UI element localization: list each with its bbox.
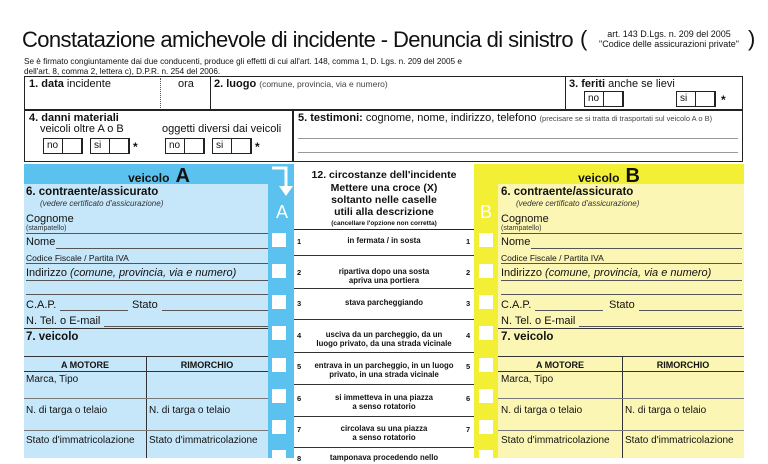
b-stampatello-hint: (stampatello) <box>501 225 542 232</box>
b-codice-label: Codice Fiscale / Partita IVA <box>501 253 604 263</box>
num-b-7: 7 <box>466 425 471 434</box>
b-contraente-label: 6. contraente/assicurato <box>501 186 634 198</box>
veicoli-label: veicoli oltre A o B <box>40 123 124 135</box>
divider <box>294 447 474 448</box>
data-suffix: incidente <box>66 78 111 90</box>
num-b-5: 5 <box>466 362 471 371</box>
checkbox-square[interactable] <box>603 91 623 107</box>
b-checkbox-2[interactable] <box>479 264 493 278</box>
num-a-3: 3 <box>297 299 302 308</box>
vehicle-a-strip <box>268 184 294 458</box>
data-field[interactable] <box>29 78 111 90</box>
num-b-3: 3 <box>466 299 471 308</box>
a-codice-label: Codice Fiscale / Partita IVA <box>26 253 129 263</box>
divider <box>294 229 474 230</box>
si-label: si <box>94 140 102 151</box>
vehicle-b-strip <box>474 184 498 458</box>
form-title: Constatazione amichevole di incidente - Denuncia di sinistro <box>22 27 573 52</box>
close-paren: ) <box>748 26 756 51</box>
a-stato-line[interactable] <box>162 310 268 311</box>
b-checkbox-7[interactable] <box>479 420 493 434</box>
b-rimorchio-header: RIMORCHIO <box>656 360 710 370</box>
b-cognome-line[interactable] <box>501 233 742 234</box>
divider <box>622 356 623 458</box>
divider <box>498 398 744 399</box>
b-indirizzo-field <box>501 267 711 279</box>
cancel-hint: (cancellare l'opzione non corretta) <box>331 220 437 227</box>
intro-line-1: Se è firmato congiuntamente dai due conducenti, produce gli effetti di cui all'art. 148, comma 1, D. Lgs. n. 209 del 2005 e <box>24 57 462 66</box>
veicoli-si-checkbox[interactable] <box>90 138 130 154</box>
open-paren: ( <box>580 26 588 51</box>
feriti-suffix: anche se lievi <box>608 78 675 90</box>
divider <box>294 384 474 385</box>
testimoni-field[interactable] <box>298 112 712 124</box>
num-b-6: 6 <box>466 394 471 403</box>
si-label: si <box>680 93 688 104</box>
b-checkbox-8[interactable] <box>479 450 493 464</box>
luogo-field[interactable] <box>214 78 388 90</box>
num-a-5: 5 <box>297 362 302 371</box>
instr-line-1: Mettere una croce (X) <box>330 182 438 194</box>
b-targa-label: N. di targa o telaio <box>501 405 583 416</box>
b-codice-line[interactable] <box>501 263 742 264</box>
b-nome-line[interactable] <box>531 248 742 249</box>
circumstances-title: 12. circostanze dell'incidente <box>311 169 457 181</box>
a-checkbox-2[interactable] <box>272 264 286 278</box>
a-indirizzo-line[interactable] <box>26 280 268 281</box>
vehicle-a-letter: A <box>175 165 190 187</box>
num-a-1: 1 <box>297 237 302 246</box>
instr-line-3: utili alla descrizione <box>334 206 434 218</box>
a-tel-label: N. Tel. o E-mail <box>26 315 101 327</box>
feriti-field <box>569 78 675 90</box>
circumstance-row-2: ripartiva dopo una sosta apriva una portiera <box>338 267 430 285</box>
a-motore-header: A MOTORE <box>60 360 109 370</box>
b-cap-label: C.A.P. <box>501 299 532 311</box>
b-indirizzo-line-2[interactable] <box>501 294 742 295</box>
checkbox-square[interactable] <box>62 138 82 154</box>
a-checkbox-5[interactable] <box>272 358 286 372</box>
a-targa-rimorchio-label: N. di targa o telaio <box>149 405 231 416</box>
checkbox-square[interactable] <box>184 138 204 154</box>
num-a-2: 2 <box>297 268 302 277</box>
a-cognome-line[interactable] <box>26 233 268 234</box>
a-indirizzo-label: Indirizzo <box>26 267 67 279</box>
b-stato-line[interactable] <box>639 310 742 311</box>
checkbox-square[interactable] <box>695 91 715 107</box>
num-a-8: 8 <box>297 454 302 463</box>
a-stato-imm-rimorchio-label: Stato d'immatricolazione <box>149 435 258 446</box>
circumstance-row-1: in fermata / in sosta <box>347 236 421 245</box>
a-veicolo-label: 7. veicolo <box>26 331 79 343</box>
divider <box>160 78 161 108</box>
feriti-no-checkbox[interactable] <box>584 91 624 107</box>
b-indirizzo-hint: (comune, provincia, via e numero) <box>545 267 712 279</box>
divider <box>24 398 268 399</box>
a-nome-line[interactable] <box>56 248 268 249</box>
circumstance-row-4: usciva da un parcheggio, da un luogo privato, da una strada vicinale <box>316 330 452 348</box>
b-nome-label: Nome <box>501 236 531 248</box>
checkbox-square[interactable] <box>109 138 129 154</box>
writing-line <box>298 138 738 139</box>
asterisk: * <box>721 93 726 107</box>
num-a-7: 7 <box>297 425 302 434</box>
a-cognome-label: Cognome <box>26 213 74 225</box>
instr-line-2: soltanto nelle caselle <box>331 194 437 206</box>
testimoni-hint: (precisare se si tratta di trasportati sul veicolo A o B) <box>539 114 713 123</box>
divider <box>498 356 744 357</box>
writing-line <box>298 152 738 153</box>
num-b-1: 1 <box>466 237 471 246</box>
legal-reference <box>594 29 744 49</box>
a-certificato-hint: (vedere certificato d'assicurazione) <box>40 199 164 208</box>
b-cap-line[interactable] <box>535 310 603 311</box>
no-label: no <box>47 140 59 151</box>
a-indirizzo-hint: (comune, provincia, via e numero) <box>70 267 237 279</box>
b-checkbox-6[interactable] <box>479 389 493 403</box>
a-checkbox-1[interactable] <box>272 233 286 247</box>
vehicle-b-letter: B <box>625 165 640 187</box>
b-stato-imm-label: Stato d'immatricolazione <box>501 435 610 446</box>
b-indirizzo-label: Indirizzo <box>501 267 542 279</box>
circumstance-row-8: tamponava procedendo nello <box>329 453 439 462</box>
b-stato-imm-rimorchio-label: Stato d'immatricolazione <box>625 435 734 446</box>
divider <box>210 76 211 110</box>
a-checkbox-3[interactable] <box>272 295 286 309</box>
luogo-label: 2. luogo <box>214 78 257 90</box>
a-checkbox-4[interactable] <box>272 326 286 340</box>
divider <box>294 288 474 289</box>
circumstance-row-6: si immetteva in una piazza a senso rotatorio <box>335 393 433 411</box>
circumstances-instructions <box>294 182 474 218</box>
circumstance-row-5: entrava in un parcheggio, in un luogo privato, in una strada vicinale <box>314 361 454 379</box>
a-tel-line[interactable] <box>104 326 268 327</box>
vehicle-a-head: veicolo <box>128 171 170 185</box>
arrow-a-icon <box>270 166 292 200</box>
divider <box>498 430 744 431</box>
a-nome-label: Nome <box>26 236 56 248</box>
no-label: no <box>588 93 600 104</box>
feriti-si-checkbox[interactable] <box>676 91 716 107</box>
b-checkbox-1[interactable] <box>479 233 493 247</box>
a-checkbox-6[interactable] <box>272 389 286 403</box>
testimoni-text: cognome, nome, indirizzo, telefono <box>365 112 537 124</box>
ref-line-2: "Codice delle assicurazioni private" <box>599 39 739 49</box>
divider <box>294 352 474 353</box>
oggetti-si-checkbox[interactable] <box>212 138 252 154</box>
danni-label: 4. danni materiali <box>29 112 119 124</box>
divider <box>294 319 474 320</box>
strip-letter-a: A <box>275 202 288 222</box>
luogo-hint: (comune, provincia, via e numero) <box>259 79 388 89</box>
a-codice-line[interactable] <box>26 263 268 264</box>
a-stato-imm-label: Stato d'immatricolazione <box>26 435 135 446</box>
b-marca-label: Marca, Tipo <box>501 374 554 385</box>
intro-line-2: dell'art. 8, comma 2, lettera c), D.P.R. n. 254 del 2006. <box>24 67 221 76</box>
testimoni-label: 5. testimoni: <box>298 112 363 124</box>
b-checkbox-4[interactable] <box>479 326 493 340</box>
num-a-6: 6 <box>297 394 302 403</box>
divider <box>146 356 147 458</box>
si-label: si <box>216 140 224 151</box>
b-cognome-label: Cognome <box>501 213 549 225</box>
vehicle-b-head: veicolo <box>578 171 620 185</box>
b-checkbox-3[interactable] <box>479 295 493 309</box>
a-stampatello-hint: (stampatello) <box>26 225 67 232</box>
a-checkbox-7[interactable] <box>272 420 286 434</box>
intro-text <box>24 57 564 77</box>
num-b-4: 4 <box>466 331 471 340</box>
a-checkbox-8[interactable] <box>272 450 286 464</box>
a-indirizzo-field <box>26 267 236 279</box>
b-certificato-hint: (vedere certificato d'assicurazione) <box>516 199 640 208</box>
a-targa-label: N. di targa o telaio <box>26 405 108 416</box>
b-indirizzo-line[interactable] <box>501 280 742 281</box>
data-label: 1. data <box>29 78 64 90</box>
a-contraente-label: 6. contraente/assicurato <box>26 186 159 198</box>
circumstance-row-7: circolava su una piazza a senso rotatorio <box>340 424 428 442</box>
vehicle-a-title <box>24 165 294 188</box>
asterisk: * <box>255 140 260 154</box>
divider <box>294 416 474 417</box>
divider <box>498 328 744 329</box>
divider <box>24 430 268 431</box>
asterisk: * <box>133 140 138 154</box>
vehicle-b-title <box>474 165 744 188</box>
a-marca-label: Marca, Tipo <box>26 374 79 385</box>
ora-label: ora <box>178 78 194 90</box>
circumstance-row-3: stava parcheggiando <box>345 298 423 307</box>
divider <box>24 328 268 329</box>
b-tel-line[interactable] <box>579 326 742 327</box>
oggetti-label: oggetti diversi dai veicoli <box>162 123 282 135</box>
strip-letter-b: B <box>479 202 492 222</box>
circumstances-panel <box>294 164 474 463</box>
no-label: no <box>169 140 181 151</box>
a-stato-label: Stato <box>132 299 158 311</box>
b-targa-rimorchio-label: N. di targa o telaio <box>625 405 707 416</box>
num-a-4: 4 <box>297 331 302 340</box>
divider <box>565 76 566 110</box>
oggetti-no-checkbox[interactable] <box>165 138 205 154</box>
num-b-2: 2 <box>466 268 471 277</box>
divider <box>294 255 474 256</box>
a-cap-line[interactable] <box>60 310 128 311</box>
a-cap-label: C.A.P. <box>26 299 57 311</box>
divider <box>498 371 744 372</box>
a-indirizzo-line-2[interactable] <box>26 294 268 295</box>
feriti-label: 3. feriti <box>569 78 606 90</box>
b-checkbox-5[interactable] <box>479 358 493 372</box>
b-stato-label: Stato <box>609 299 635 311</box>
a-rimorchio-header: RIMORCHIO <box>180 360 234 370</box>
b-tel-label: N. Tel. o E-mail <box>501 315 576 327</box>
veicoli-no-checkbox[interactable] <box>43 138 83 154</box>
b-motore-header: A MOTORE <box>535 360 584 370</box>
b-veicolo-label: 7. veicolo <box>501 331 554 343</box>
checkbox-square[interactable] <box>231 138 251 154</box>
ref-line-1: art. 143 D.Lgs. n. 209 del 2005 <box>607 29 731 39</box>
